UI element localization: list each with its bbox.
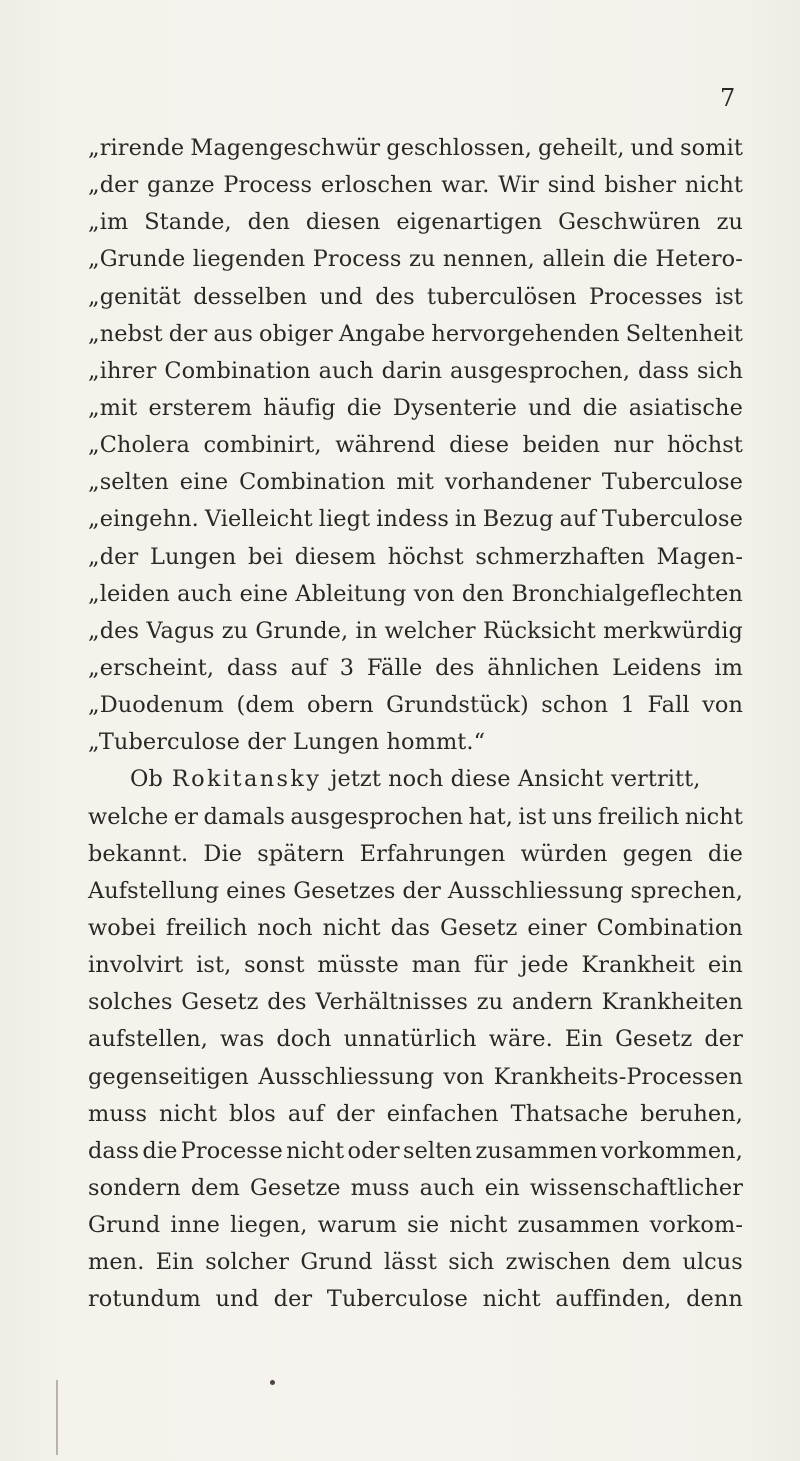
text-line: wobei freilich noch nicht das Gesetz einer Combination — [88, 914, 743, 941]
text-line: „der Lungen bei diesem höchst schmerzhaften Magen- — [88, 543, 743, 570]
text-line: involvirt ist, sonst müsste man für jede Krankheit ein — [88, 952, 743, 979]
text-line: „nebst der aus obiger Angabe hervorgehenden Seltenheit — [88, 320, 743, 347]
text-line: rotundum und der Tuberculose nicht auffinden, denn — [88, 1286, 743, 1313]
text-line: „eingehn. Vielleicht liegt indess in Bezug auf Tuberculose — [88, 506, 743, 533]
quoted-paragraph — [88, 130, 743, 761]
text-line: aufstellen, was doch unnatürlich wäre. Ein Gesetz der — [88, 1026, 743, 1053]
text-line: „des Vagus zu Grunde, in welcher Rücksicht merkwürdig — [88, 617, 743, 644]
text-word: Ob — [130, 766, 163, 793]
print-speck — [270, 1380, 275, 1385]
text-line: solches Gesetz des Verhältnisses zu andern Krankheiten — [88, 989, 743, 1016]
text-line: welche er damals ausgesprochen hat, ist uns freilich nicht — [88, 803, 743, 830]
page-edge-mark — [56, 1380, 58, 1455]
text-line: men. Ein solcher Grund lässt sich zwischen dem ulcus — [88, 1249, 743, 1276]
text-line: dass die Processe nicht oder selten zusammen vorkommen, — [88, 1137, 743, 1164]
text-line: „im Stande, den diesen eigenartigen Geschwüren zu — [88, 209, 743, 236]
text-line: „leiden auch eine Ableitung von den Bronchialgeflechten — [88, 580, 743, 607]
page-number: 7 — [720, 84, 736, 112]
text-line: gegenseitigen Ausschliessung von Krankheits-Processen — [88, 1063, 743, 1090]
body-paragraph — [88, 799, 743, 1319]
text-line: bekannt. Die spätern Erfahrungen würden gegen die — [88, 840, 743, 867]
text-line: „Tuberculose der Lungen hommt.“ — [88, 729, 486, 756]
text-line: Grund inne liegen, warum sie nicht zusammen vorkom- — [88, 1212, 743, 1239]
text-line: „ihrer Combination auch darin ausgesprochen, dass sich — [88, 357, 743, 384]
text-line: sondern dem Gesetze muss auch ein wissenschaftlicher — [88, 1174, 743, 1201]
body-text — [88, 130, 743, 1319]
text-line: muss nicht blos auf der einfachen Thatsache beruhen, — [88, 1100, 743, 1127]
text-line: „Grunde liegenden Process zu nennen, allein die Hetero- — [88, 246, 743, 273]
text-line: Aufstellung eines Gesetzes der Ausschliessung sprechen, — [88, 877, 743, 904]
text-line: „erscheint, dass auf 3 Fälle des ähnlichen Leidens im — [88, 654, 743, 681]
text-line: „mit ersterem häufig die Dysenterie und die asiatische — [88, 394, 743, 421]
text-line: „Duodenum (dem obern Grundstück) schon 1 Fall von — [88, 692, 743, 719]
text-line: „genität desselben und des tuberculösen Processes ist — [88, 283, 743, 310]
paragraph-start-line — [88, 761, 743, 798]
text-line: „rirende Magengeschwür geschlossen, geheilt, und somit — [88, 135, 743, 161]
author-name: Rokitansky — [171, 766, 322, 793]
text-line: „der ganze Process erloschen war. Wir sind bisher nicht — [88, 172, 743, 199]
text-line: „selten eine Combination mit vorhandener Tuberculose — [88, 469, 743, 496]
text-line: „Cholera combinirt, während diese beiden nur höchst — [88, 432, 743, 459]
text-segment: jetzt noch diese Ansicht vertritt, — [330, 766, 701, 793]
